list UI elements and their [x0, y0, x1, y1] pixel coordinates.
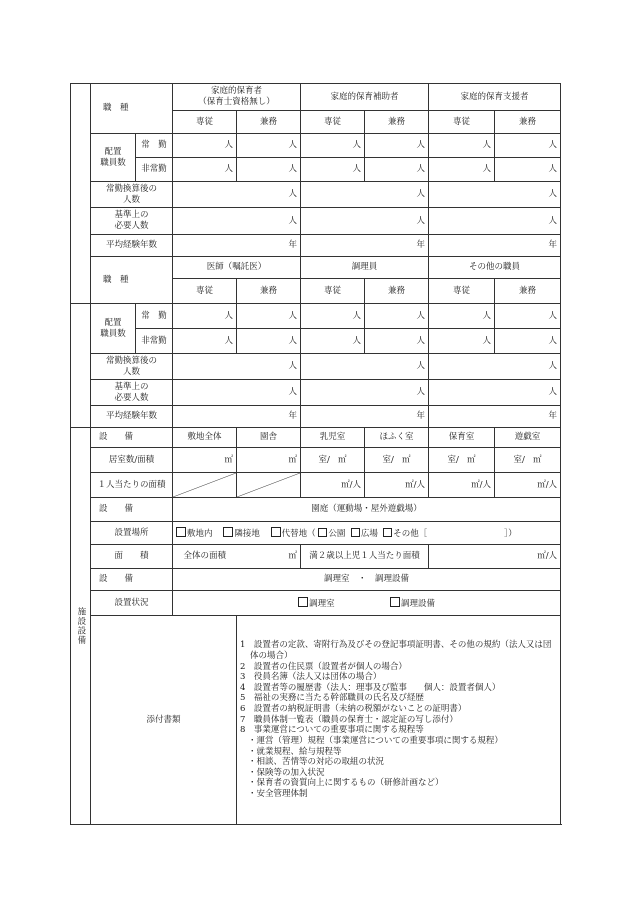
count-field[interactable]: 人 — [237, 134, 301, 158]
attachment-item: 8 事業運営についての重要事項に関する規程等 — [240, 725, 424, 736]
area-field[interactable]: ㎡ — [237, 448, 301, 473]
fte-label: 常勤換算後の 人数 — [91, 182, 173, 208]
count-field[interactable]: 人 — [237, 158, 301, 182]
dedicated-header: 専従 — [301, 111, 365, 134]
required-field[interactable]: 人 — [173, 208, 301, 235]
col-nursery-room: 保育室 — [429, 428, 495, 448]
staff-section-gutter — [71, 84, 91, 304]
fte-field[interactable]: 人 — [429, 182, 561, 208]
over2-area-label: 満２歳以上児１人当たり面積 — [301, 545, 429, 569]
equipment-label: 設 備 — [91, 428, 173, 448]
fte-field[interactable]: 人 — [301, 182, 429, 208]
col-building: 園舎 — [237, 428, 301, 448]
diagonal-slash — [173, 473, 236, 497]
staff-section-gutter — [71, 304, 91, 428]
required-field[interactable]: 人 — [429, 208, 561, 235]
col-infant-room: 乳児室 — [301, 428, 365, 448]
count-field[interactable]: 人 — [237, 304, 301, 329]
checkbox-adjacent[interactable]: 隣接地 — [223, 529, 260, 539]
count-field[interactable]: 人 — [173, 329, 237, 354]
count-field[interactable]: 人 — [301, 329, 365, 354]
concurrent-header: 兼務 — [495, 111, 561, 134]
count-field[interactable]: 人 — [365, 304, 429, 329]
dedicated-header: 専従 — [429, 111, 495, 134]
diagonal-cell — [237, 473, 301, 498]
count-field[interactable]: 人 — [429, 304, 495, 329]
fulltime-label: 常 勤 — [136, 134, 173, 158]
attachment-subitem: ・保育者の資質向上に関するもの（研修計画など） — [248, 778, 444, 789]
location-options: 敷地内 隣接地 代替地（ 公園 広場 その他［ ］） — [173, 522, 561, 545]
col-other-staff: その他の職員 — [429, 257, 561, 279]
years-field[interactable]: 年 — [301, 235, 429, 257]
concurrent-header: 兼務 — [237, 279, 301, 304]
assigned-staff-label: 配置 職員数 — [91, 134, 136, 182]
col-crawling-room: ほふく室 — [365, 428, 429, 448]
kitchen-equipment-label: 設 備 — [91, 569, 173, 591]
parttime-label: 非常勤 — [136, 329, 173, 354]
required-field[interactable]: 人 — [429, 380, 561, 406]
attachment-item: 1 設置者の定款、寄附行為及びその登記事項証明書、その他の規約（法人又は団体の場合） — [240, 640, 552, 661]
attachments-label: 添付書類 — [91, 616, 237, 825]
avg-years-label: 平均経験年数 — [91, 406, 173, 428]
fulltime-label: 常 勤 — [136, 304, 173, 329]
years-field[interactable]: 年 — [429, 235, 561, 257]
count-field[interactable]: 人 — [365, 329, 429, 354]
attachments-list — [237, 616, 561, 825]
attachment-item: 2 設置者の住民票（設置者が個人の場合） — [240, 661, 407, 672]
fte-label: 常勤換算後の 人数 — [91, 354, 173, 380]
diagonal-slash — [237, 473, 300, 497]
required-field[interactable]: 人 — [173, 380, 301, 406]
col-family-assistant: 家庭的保育補助者 — [301, 84, 429, 111]
years-field[interactable]: 年 — [301, 406, 429, 428]
per-person-field[interactable]: ㎡/人 — [301, 473, 365, 498]
per-person-field[interactable]: ㎡/人 — [495, 473, 561, 498]
checkbox-plaza[interactable]: 広場 — [351, 529, 378, 539]
required-field[interactable]: 人 — [301, 208, 429, 235]
rooms-area-label: 居室数/面積 — [91, 448, 173, 473]
concurrent-header: 兼務 — [365, 279, 429, 304]
area-field[interactable]: ㎡ — [173, 448, 237, 473]
concurrent-header: 兼務 — [237, 111, 301, 134]
fte-field[interactable]: 人 — [429, 354, 561, 380]
per-person-area-label: １人当たりの面積 — [91, 473, 173, 498]
diagonal-cell — [173, 473, 237, 498]
fte-field[interactable]: 人 — [173, 182, 301, 208]
total-area-field[interactable]: ㎡ — [237, 545, 301, 569]
dedicated-header: 専従 — [173, 279, 237, 304]
col-playroom: 遊戯室 — [495, 428, 561, 448]
count-field[interactable]: 人 — [495, 158, 561, 182]
attachment-item: 7 職員体制一覧表（職員の保育士・認定証の写し添付） — [240, 714, 458, 725]
required-label: 基準上の 必要人数 — [91, 380, 173, 406]
count-field[interactable]: 人 — [495, 134, 561, 158]
room-area-field[interactable]: 室/ ㎡ — [365, 448, 429, 473]
count-field[interactable]: 人 — [365, 134, 429, 158]
count-field[interactable]: 人 — [173, 158, 237, 182]
attachment-subitem: ・保険等の加入状況 — [248, 767, 325, 778]
kitchen-title: 調理室 ・ 調理設備 — [173, 569, 561, 591]
years-field[interactable]: 年 — [429, 406, 561, 428]
avg-years-label: 平均経験年数 — [91, 235, 173, 257]
count-field[interactable]: 人 — [173, 304, 237, 329]
count-field[interactable]: 人 — [173, 134, 237, 158]
per-person-field[interactable]: ㎡/人 — [429, 473, 495, 498]
total-area-label: 全体の面積 — [173, 545, 237, 569]
count-field[interactable]: 人 — [365, 158, 429, 182]
attachment-item: 5 福祉の実務に当たる幹部職員の氏名及び経歴 — [240, 693, 424, 704]
fte-field[interactable]: 人 — [173, 354, 301, 380]
count-field[interactable]: 人 — [301, 134, 365, 158]
years-field[interactable]: 年 — [173, 406, 301, 428]
attachment-item: 3 役員名簿（法人又は団体の場合） — [240, 672, 382, 683]
area-label: 面 積 — [91, 545, 173, 569]
col-doctor: 医師（嘱託医） — [173, 257, 301, 279]
required-label: 基準上の 必要人数 — [91, 208, 173, 235]
col-family-supporter: 家庭的保育支援者 — [429, 84, 561, 111]
col-family-caregiver: 家庭的保育者 （保育士資格無し） — [173, 84, 301, 111]
concurrent-header: 兼務 — [495, 279, 561, 304]
install-status-label: 設置状況 — [91, 591, 173, 616]
attachment-subitem: ・安全管理体制 — [248, 789, 308, 800]
count-field[interactable]: 人 — [301, 304, 365, 329]
checkbox-on-site[interactable]: 敷地内 — [176, 529, 213, 539]
parttime-label: 非常勤 — [136, 158, 173, 182]
count-field[interactable]: 人 — [301, 158, 365, 182]
count-field[interactable]: 人 — [429, 158, 495, 182]
room-area-field[interactable]: 室/ ㎡ — [429, 448, 495, 473]
dedicated-header: 専従 — [301, 279, 365, 304]
count-field[interactable]: 人 — [429, 134, 495, 158]
col-site-total: 敷地全体 — [173, 428, 237, 448]
over2-area-field[interactable]: ㎡/人 — [429, 545, 561, 569]
dedicated-header: 専従 — [429, 279, 495, 304]
garden-equipment-label: 設 備 — [91, 498, 173, 522]
facility-section-label: 施設設備 — [71, 428, 91, 825]
checkbox-kitchen-room[interactable]: 調理室 — [298, 599, 335, 609]
count-field[interactable]: 人 — [495, 329, 561, 354]
assigned-staff-label: 配置 職員数 — [91, 304, 136, 354]
job-type-label: 職 種 — [91, 257, 173, 304]
attachment-subitem: ・就業規程、給与規程等 — [248, 746, 342, 757]
years-field[interactable]: 年 — [173, 235, 301, 257]
dedicated-header: 専従 — [173, 111, 237, 134]
application-form-table — [70, 83, 561, 825]
concurrent-header: 兼務 — [365, 111, 429, 134]
checkbox-kitchen-equipment[interactable]: 調理設備 — [390, 599, 435, 609]
attachment-item: 4 設置者等の履歴書（法人：理事及び監事 個人：設置者個人） — [240, 682, 501, 693]
room-area-field[interactable]: 室/ ㎡ — [495, 448, 561, 473]
checkbox-park[interactable]: 公園 — [318, 529, 345, 539]
col-cook: 調理員 — [301, 257, 429, 279]
attachment-subitem: ・運営（管理）規程（事業運営についての重要事項に関する規程） — [248, 735, 503, 746]
fte-field[interactable]: 人 — [301, 354, 429, 380]
attachment-subitem: ・相談、苦情等の対応の取組の状況 — [248, 757, 385, 768]
required-field[interactable]: 人 — [301, 380, 429, 406]
per-person-field[interactable]: ㎡/人 — [365, 473, 429, 498]
location-label: 設置場所 — [91, 522, 173, 545]
count-field[interactable]: 人 — [429, 329, 495, 354]
checkbox-alternate[interactable]: 代替地（ — [271, 529, 316, 539]
room-area-field[interactable]: 室/ ㎡ — [301, 448, 365, 473]
count-field[interactable]: 人 — [495, 304, 561, 329]
count-field[interactable]: 人 — [237, 329, 301, 354]
kitchen-options — [173, 591, 561, 616]
garden-title: 園庭（運動場・屋外遊戯場） — [173, 498, 561, 522]
checkbox-other[interactable]: その他［ — [383, 529, 427, 539]
job-type-label: 職 種 — [91, 84, 173, 134]
attachment-item: 6 設置者の納税証明書（未納の税額がないことの証明書） — [240, 704, 467, 715]
